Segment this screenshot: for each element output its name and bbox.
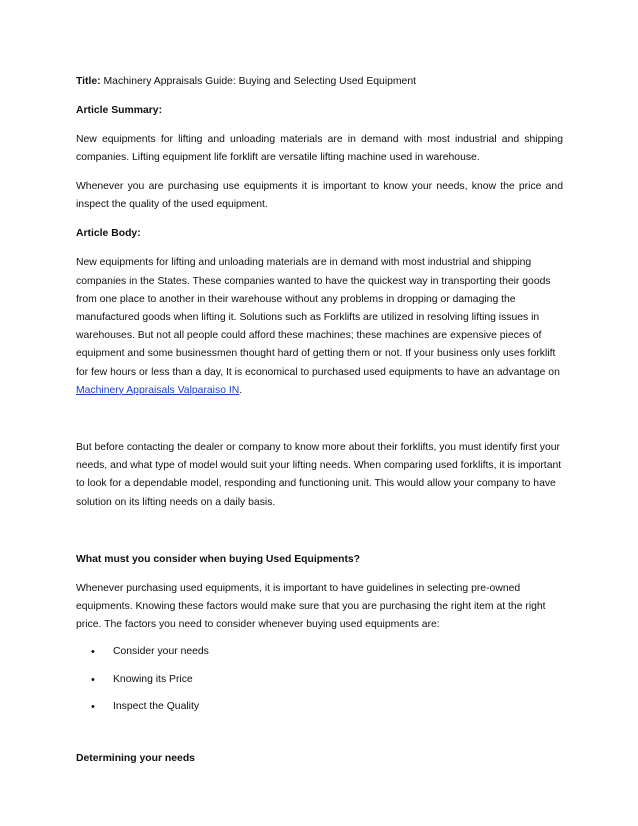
- body-paragraph-1-end: .: [239, 384, 243, 396]
- needs-heading: Determining your needs: [76, 753, 195, 765]
- title-text: Machinery Appraisals Guide: Buying and Selecting Used Equipment: [100, 76, 417, 87]
- bullet-icon: •: [91, 700, 95, 713]
- bullet-icon: •: [91, 646, 95, 659]
- summary-paragraph-1: New equipments for lifting and unloading materials are in demand with most industrial and shipping companies. Lifting equipment life forklift are versatile lifting machine used in warehouse.: [76, 134, 563, 164]
- consider-heading: What must you consider when buying Used Equipments?: [76, 553, 361, 565]
- title-label: Title:: [76, 76, 101, 87]
- body-paragraph-2: But before contacting the dealer or company to know more about their forklifts, you must identify first your needs, and what type of model would suit your lifting needs. When comparing used forklifts, it is important to look for a dependable model, responding and functioning unit. This would allow your company to have solution on its lifting needs on a daily basis.: [76, 442, 562, 508]
- body-paragraph-1-text: New equipments for lifting and unloading materials are in demand with most industrial and shipping companies in the States. These companies wanted to have the quickest way in transporting their goods from one place to another in their warehouse without any problems in dropping or damaging the manufactured goods when lifting it. Solutions such as Forklifts are utilized in resolving lifting issues in warehouses. But not all people could afford these machines; these machines are expensive pieces of equipment and some businessmen thought hard of getting them or not. If your business only uses forklift for few hours or less than a day, It is economical to purchased used equipments to have an advantage on: [76, 257, 560, 378]
- document-content: [76, 73, 563, 768]
- list-item-label: Inspect the Quality: [113, 700, 200, 712]
- list-item-label: Knowing its Price: [113, 673, 193, 685]
- body-paragraph-1: [76, 254, 563, 400]
- list-item: [76, 671, 563, 689]
- list-item: [76, 698, 563, 716]
- list-item-label: Consider your needs: [113, 646, 209, 658]
- consider-paragraph: Whenever purchasing used equipments, it is important to have guidelines in selecting pre-owned equipments. Knowing these factors would make sure that you are purchasing the right item at the right price. The factors you need to consider whenever buying used equipments are:: [76, 582, 546, 631]
- factors-list: [76, 643, 563, 716]
- summary-paragraph-2: Whenever you are purchasing use equipments it is important to know your needs, know the price and inspect the quality of the used equipment.: [76, 181, 563, 211]
- machinery-appraisals-link[interactable]: Machinery Appraisals Valparaiso IN: [76, 384, 240, 396]
- summary-heading: Article Summary:: [76, 105, 163, 116]
- title-line: [76, 73, 563, 91]
- bullet-icon: •: [91, 673, 95, 686]
- list-item: [76, 643, 563, 661]
- body-heading: Article Body:: [76, 228, 141, 240]
